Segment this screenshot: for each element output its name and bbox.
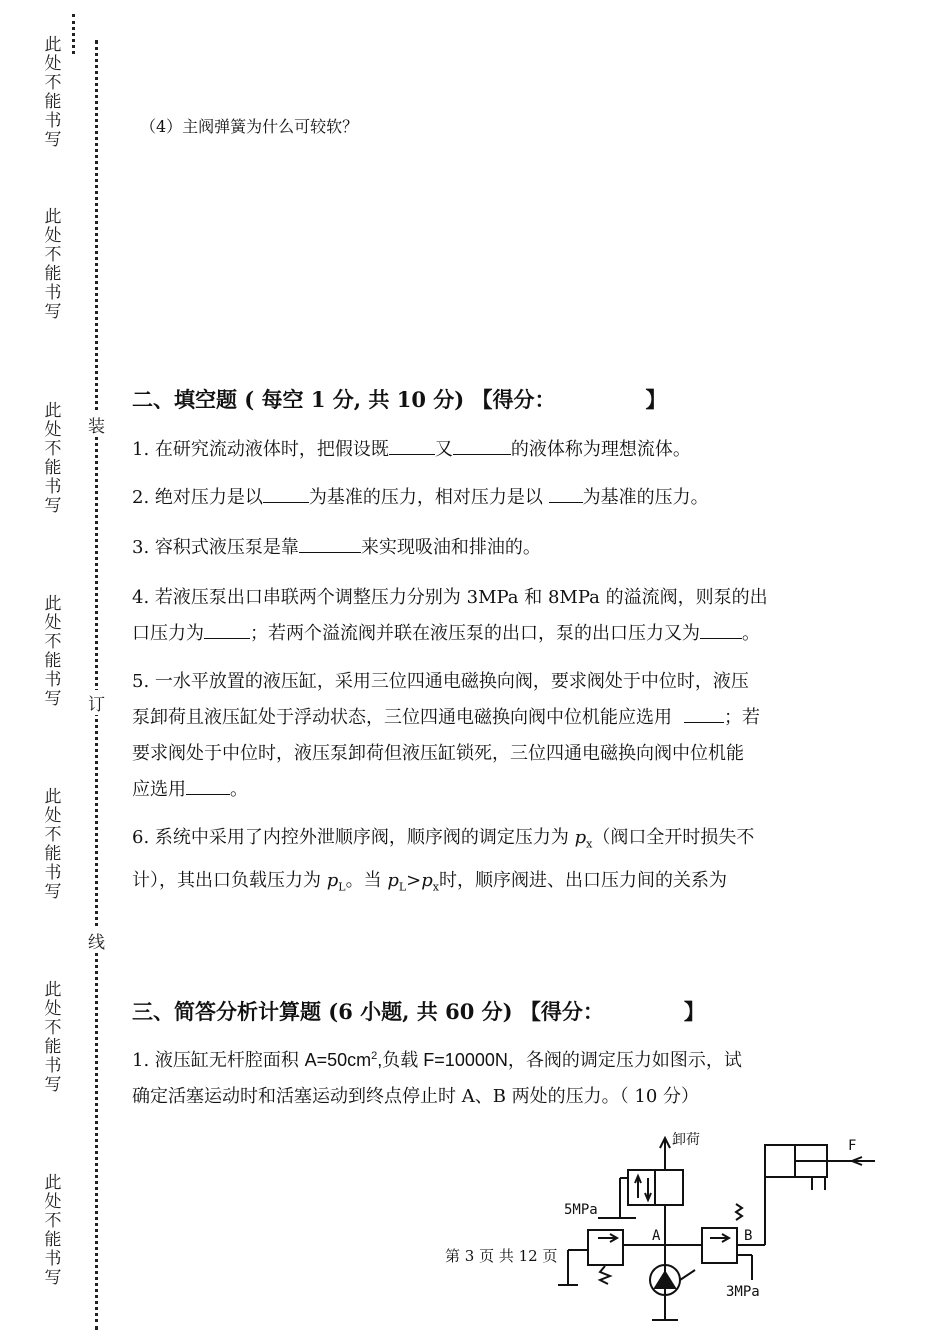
binding-word-zhuang: 装	[88, 412, 105, 437]
q6-text: 时，顺序阀进、出口压力间的关系为	[439, 869, 727, 891]
answer-blank[interactable]	[389, 436, 435, 455]
margin-notice: 此处不能书写	[44, 207, 62, 322]
subscript: x	[586, 837, 593, 851]
unload-label: 卸荷	[672, 1132, 700, 1148]
symbol-p: p	[421, 869, 433, 891]
margin-notice: 此处不能书写	[44, 35, 62, 150]
fill-question-4	[132, 580, 892, 652]
fill-question-5	[132, 664, 892, 808]
margin-notice: 此处不能书写	[44, 980, 62, 1095]
fill-question-2	[132, 480, 709, 516]
q1-text: 的液体称为理想流体。	[510, 439, 691, 460]
section-3-heading	[132, 996, 705, 1026]
binding-dotted-line	[95, 40, 98, 1330]
pressure-5mpa-label: 5MPa	[564, 1202, 598, 1218]
section-2-heading	[132, 384, 667, 414]
pressure-3mpa-label: 3MPa	[726, 1284, 760, 1300]
margin-notice: 此处不能书写	[44, 594, 62, 709]
subscript: L	[338, 880, 346, 894]
q6-text: 6. 系统中采用了内控外泄顺序阀，顺序阀的调定压力为	[132, 827, 575, 848]
top-dotted-mark	[72, 14, 75, 54]
margin-notice: 此处不能书写	[44, 787, 62, 902]
binding-word-xian: 线	[88, 928, 105, 953]
p1-area: A=50cm	[304, 1050, 372, 1070]
force-f-label: F	[848, 1138, 857, 1154]
answer-blank[interactable]	[263, 484, 309, 503]
score-bracket: 】	[645, 387, 667, 412]
subscript: x	[432, 880, 439, 894]
subscript: L	[398, 880, 407, 894]
score-bracket: 】	[683, 999, 705, 1024]
q2-text: 为基准的压力，相对压力是以	[308, 487, 549, 508]
page-footer: 第 3 页 共 12 页	[445, 1247, 558, 1265]
q3-text: 来实现吸油和排油的。	[360, 537, 541, 558]
answer-blank[interactable]	[299, 534, 361, 553]
binding-word-ding: 订	[88, 690, 105, 715]
q4-text: ；若两个溢流阀并联在液压泵的出口，泵的出口压力又为	[250, 623, 700, 644]
q1-text: 又	[434, 439, 453, 460]
section-2-title: 二、填空题 ( 每空 1 分, 共 10 分) 【得分：	[132, 387, 556, 412]
q4-line: 4. 若液压泵出口串联两个调整压力分别为 3MPa 和 8MPa 的溢流阀，则泵的出	[132, 587, 768, 608]
p1-load: ,负载 F=10000N	[377, 1050, 508, 1070]
fill-question-6	[132, 820, 892, 905]
q1-text: 1. 在研究流动液体时，把假设既	[132, 439, 389, 460]
fill-question-3	[132, 530, 541, 566]
margin-notice: 此处不能书写	[44, 401, 62, 516]
p1-text: ，各阀的调定压力如图示，试	[507, 1050, 742, 1071]
q2-text: 2. 绝对压力是以	[132, 487, 263, 508]
problem-1	[132, 1038, 892, 1115]
margin-notice: 此处不能书写	[44, 1173, 62, 1288]
hydraulic-circuit-diagram	[540, 1130, 880, 1335]
q3-text: 3. 容积式液压泵是靠	[132, 537, 299, 558]
symbol-p: p	[387, 869, 399, 891]
superscript: 2	[371, 1050, 378, 1062]
sub-question-4: （4）主阀弹簧为什么可较软？	[140, 117, 359, 136]
answer-blank[interactable]	[700, 620, 742, 639]
section-3-title: 三、简答分析计算题 (6 小题, 共 60 分) 【得分：	[132, 999, 604, 1024]
comparison: >	[406, 869, 422, 891]
symbol-p: p	[326, 869, 339, 891]
q5-line: 要求阀处于中位时，液压泵卸荷但液压缸锁死，三位四通电磁换向阀中位机能	[132, 743, 744, 764]
answer-blank[interactable]	[549, 484, 583, 503]
point-b-label: B	[744, 1228, 753, 1244]
q5-line: 5. 一水平放置的液压缸，采用三位四通电磁换向阀，要求阀处于中位时，液压	[132, 671, 749, 692]
q2-text: 为基准的压力。	[582, 487, 709, 508]
answer-blank[interactable]	[186, 776, 230, 795]
answer-blank[interactable]	[453, 436, 511, 455]
q4-text: 口压力为	[132, 623, 204, 644]
q6-text: 计），其出口负载压力为	[132, 869, 327, 891]
q6-text: （阀口全开时损失不	[592, 827, 755, 848]
answer-blank[interactable]	[204, 620, 250, 639]
answer-blank[interactable]	[684, 704, 724, 723]
q6-text: 。当	[345, 869, 388, 891]
p1-text: 1. 液压缸无杆腔面积	[132, 1050, 305, 1071]
point-a-label: A	[652, 1228, 661, 1244]
q4-text: 。	[742, 623, 760, 644]
p1-line: 确定活塞运动时和活塞运动到终点停止时 A、B 两处的压力。（ 10 分）	[132, 1086, 700, 1107]
q5-text: 应选用	[132, 779, 186, 800]
q5-text: ；若	[724, 707, 760, 728]
q5-text: 泵卸荷且液压缸处于浮动状态，三位四通电磁换向阀中位机能应选用	[132, 707, 672, 728]
q5-text: 。	[230, 779, 248, 800]
symbol-p: p	[574, 827, 587, 848]
fill-question-1	[132, 432, 691, 468]
